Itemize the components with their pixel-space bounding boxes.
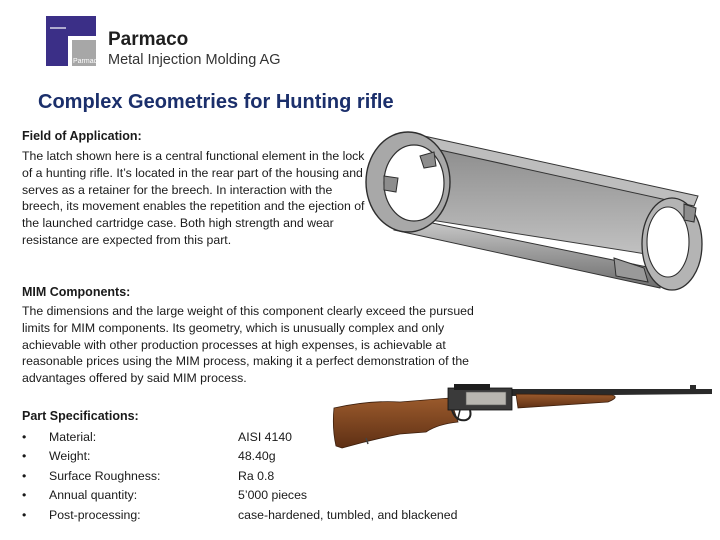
bullet: • [22,449,27,464]
spec-value: 48.40g [238,449,276,464]
mim-components-text: The dimensions and the large weight of this component clearly exceed the pursued limits for MIM components. Its geometry, which is unusually complex and only achievable with other production processes at high expenses, is achievable at reasonable prices using the MIM process, making it a perfect demonstration of the advantages offered by said MIM process. [22,304,474,386]
spec-label: Weight: [49,449,91,464]
spec-label: Post-processing: [49,507,141,522]
page-title: Complex Geometries for Hunting rifle [38,91,394,113]
spec-value: Ra 0.8 [238,468,275,483]
bullet: • [22,430,27,444]
bullet: • [22,507,27,522]
hunting-rifle-image [330,380,715,452]
mim-components-heading: MIM Components: [22,285,131,299]
spec-value: 5’000 pieces [238,488,308,503]
brand-name: Parmaco [108,29,189,50]
spec-value: AISI 4140 [238,430,293,444]
parmaco-logo [46,16,102,66]
field-of-application-text: The latch shown here is a central functional element in the lock of a hunting rifle. It’s located in the rear part of the housing and serves as a retainer for the breech. In interaction with the breech, its movement enables the repetition and the ejection of the launched cartridge case. Both high strength and wear resistance are expected from this part. [22,149,365,247]
bullet: • [22,468,27,483]
logo-text: Parmaco [73,58,102,65]
brand-subtitle: Metal Injection Molding AG [108,52,281,68]
part-specifications-heading: Part Specifications: [22,409,139,423]
spec-label: Annual quantity: [49,488,138,503]
latch-part-image [362,126,710,298]
spec-label: Material: [49,430,97,444]
spec-value: case-hardened, tumbled, and blackened [238,507,458,522]
brand-block [108,30,280,69]
spec-label: Surface Roughness: [49,468,161,483]
field-of-application-heading: Field of Application: [22,129,142,143]
bullet: • [22,488,27,503]
